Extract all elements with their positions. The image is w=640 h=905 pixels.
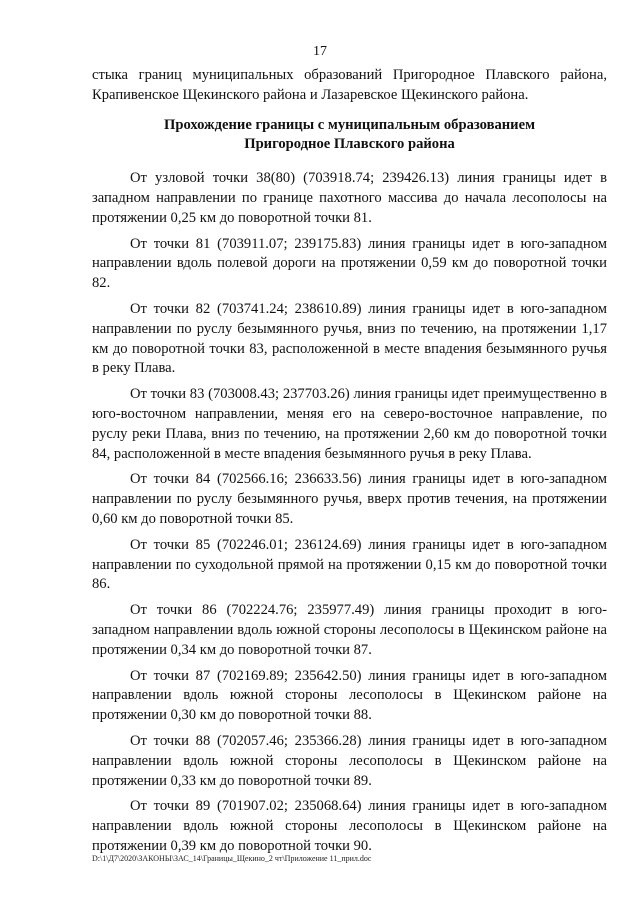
section-heading [92, 116, 607, 156]
boundary-paragraph: От точки 82 (703741.24; 238610.89) линия границы идет в юго-западном направлении по руслу безымянного ручья, вниз по течению, на протяжении 1,17 км до поворотной точки 83, расположенной в месте впадения безымянного ручья в реку Плава. [92, 300, 607, 377]
document-body [92, 66, 607, 863]
section-heading-line-2: Пригородное Плавского района [244, 136, 455, 153]
boundary-paragraph: От точки 84 (702566.16; 236633.56) линия границы идет в юго-западном направлении по руслу безымянного ручья, вверх против течения, на протяжении 0,60 км до поворотной точки 85. [92, 471, 607, 527]
boundary-paragraph: От точки 86 (702224.76; 235977.49) линия границы проходит в юго-западном направлении вдоль южной стороны лесополосы в Щекинском районе на протяжении 0,34 км до поворотной точки 87. [92, 602, 607, 658]
boundary-paragraph: От точки 83 (703008.43; 237703.26) линия границы идет преимущественно в юго-восточном направлении, меняя его на северо-восточное направление, по руслу реки Плава, вниз по течению, на протяжении 2,60 км до поворотной точки 84, расположенной в месте впадения безымянного ручья в реку Плава. [92, 386, 607, 462]
boundary-paragraph: От узловой точки 38(80) (703918.74; 239426.13) линия границы идет в западном направлении по границе пахотного массива до начала лесополосы на протяжении 0,25 км до поворотной точки 81. [92, 170, 607, 226]
section-heading-line-1: Прохождение границы с муниципальным образованием [163, 116, 536, 133]
boundary-paragraph: От точки 81 (703911.07; 239175.83) линия границы идет в юго-западном направлении вдоль полевой дороги на протяжении 0,59 км до поворотной точки 82. [92, 235, 607, 292]
page-number: 17 [313, 44, 327, 59]
boundary-paragraph: От точки 89 (701907.02; 235068.64) линия границы идет в юго-западном направлении вдоль южной стороны лесополосы в Щекинском районе на протяжении 0,39 км до поворотной точки 90. [92, 798, 607, 854]
file-path-footer: D:\1\Д7\2020\ЗАКОНЫ\ЗАС_14\Границы_Щекино_2 чт\Приложение 11_прил.doc [92, 854, 372, 863]
intro-paragraph: стыка границ муниципальных образований Пригородное Плавского района, Крапивенское Щекинского района и Лазаревское Щекинского района. [92, 67, 607, 103]
boundary-paragraph: От точки 85 (702246.01; 236124.69) линия границы идет в юго-западном направлении по суходольной прямой на протяжении 0,15 км до поворотной точки 86. [92, 536, 607, 593]
boundary-paragraph: От точки 87 (702169.89; 235642.50) линия границы идет в юго-западном направлении вдоль южной стороны лесополосы в Щекинском районе на протяжении 0,30 км до поворотной точки 88. [92, 667, 607, 724]
boundary-paragraph: От точки 88 (702057.46; 235366.28) линия границы идет в юго-западном направлении вдоль южной стороны лесополосы в Щекинском районе на протяжении 0,33 км до поворотной точки 89. [92, 732, 607, 789]
